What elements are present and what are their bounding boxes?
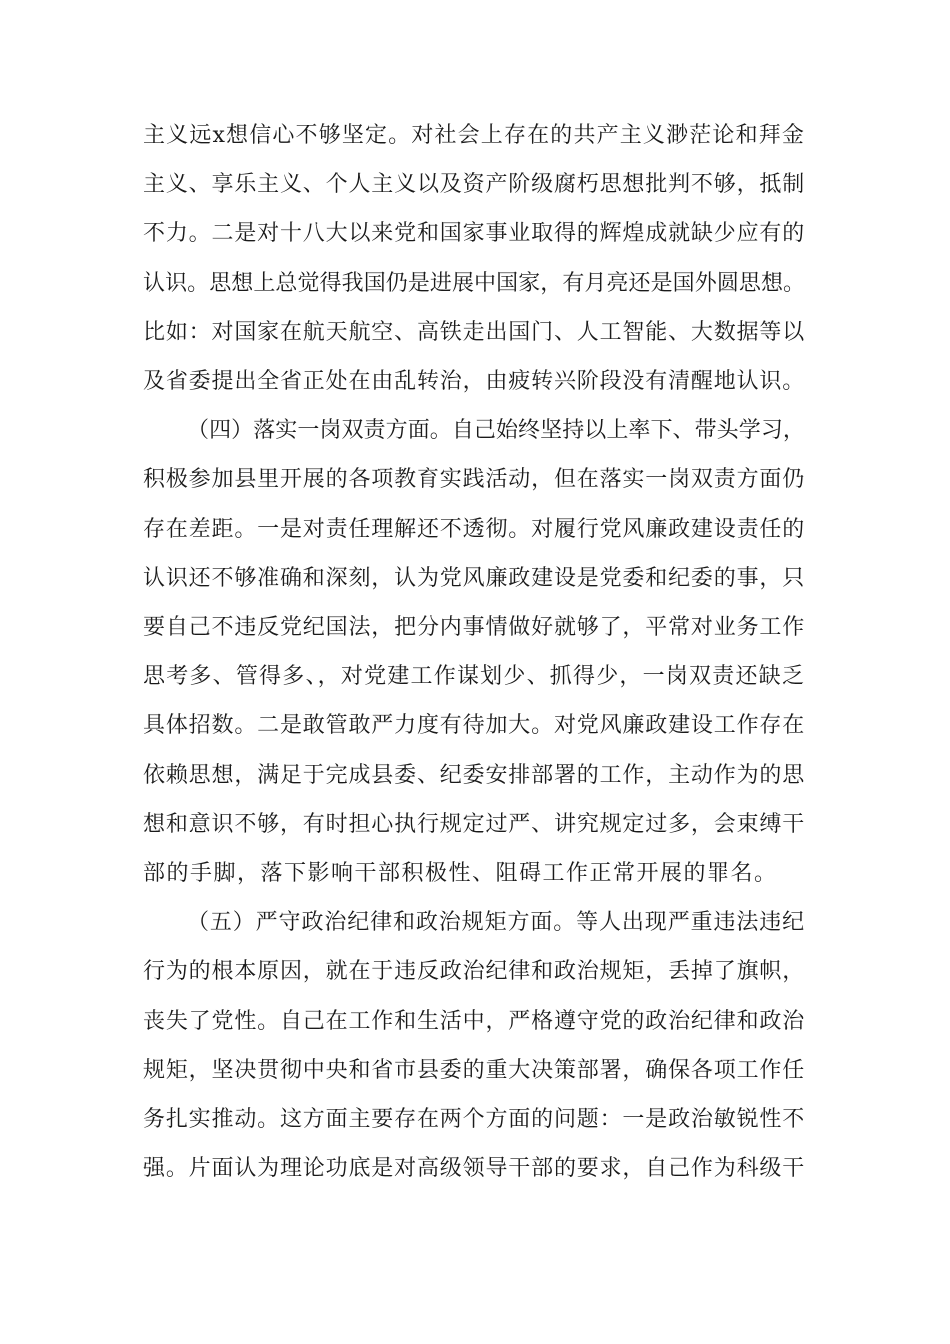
text-line: 及省委提出全省正处在由乱转治，由疲转兴阶段没有清醒地认识。: [143, 369, 806, 394]
text-line: 认识还不够准确和深刻，认为党风廉政建设是党委和纪委的事，只: [143, 565, 806, 591]
text-line: 主义、享乐主义、个人主义以及资产阶级腐朽思想批判不够，抵制: [143, 172, 806, 198]
text-line: 丧失了党性。自己在工作和生活中，严格遵守党的政治纪律和政治: [143, 1008, 806, 1034]
text-line: 依赖思想，满足于完成县委、纪委安排部署的工作，主动作为的思: [143, 762, 806, 788]
text-line: 思考多、管得多、，对党建工作谋划少、抓得少，一岗双责还缺乏: [143, 664, 806, 690]
text-line: 比如：对国家在航天航空、高铁走出国门、人工智能、大数据等以: [143, 319, 806, 345]
paragraph-first-line: （五）严守政治纪律和政治规矩方面。等人出现严重违法违纪: [187, 910, 806, 936]
paragraph-first-line: （四）落实一岗双责方面。自己始终坚持以上率下、带头学习，: [187, 418, 805, 444]
text-line: 强。片面认为理论功底是对高级领导干部的要求，自己作为科级干: [143, 1156, 806, 1182]
text-line: 要自己不违反党纪国法，把分内事情做好就够了，平常对业务工作: [143, 615, 806, 640]
text-line: 不力。二是对十八大以来党和国家事业取得的辉煌成就缺少应有的: [143, 221, 806, 247]
text-line: 想和意识不够，有时担心执行规定过严、讲究规定过多，会束缚干: [143, 811, 806, 837]
text-line: 规矩，坚决贯彻中央和省市县委的重大决策部署，确保各项工作任: [143, 1057, 806, 1083]
text-line: 具体招数。二是敢管敢严力度有待加大。对党风廉政建设工作存在: [143, 713, 806, 739]
text-line: 行为的根本原因，就在于违反政治纪律和政治规矩，丢掉了旗帜，: [143, 959, 806, 985]
text-line: 存在差距。一是对责任理解还不透彻。对履行党风廉政建设责任的: [143, 516, 806, 542]
text-line: 积极参加县里开展的各项教育实践活动，但在落实一岗双责方面仍: [143, 467, 806, 493]
text-line: 部的手脚，落下影响干部积极性、阻碍工作正常开展的罪名。: [143, 861, 778, 886]
text-line: 主义远x想信心不够坚定。对社会上存在的共产主义渺茫论和拜金: [143, 123, 806, 148]
text-line: 认识。思想上总觉得我国仍是进展中国家，有月亮还是国外圆思想。: [143, 270, 806, 296]
text-line: 务扎实推动。这方面主要存在两个方面的问题：一是政治敏锐性不: [143, 1107, 806, 1132]
